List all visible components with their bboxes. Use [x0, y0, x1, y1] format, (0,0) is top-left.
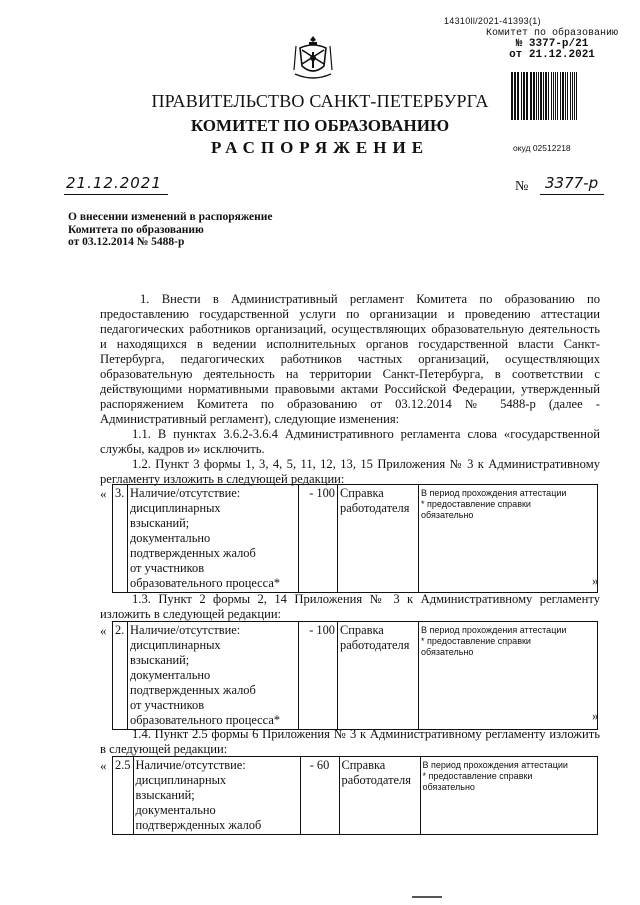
okud-code: окуд 02512218: [513, 143, 571, 153]
note-line: обязательно: [421, 647, 474, 657]
number-label: №: [515, 179, 529, 194]
note-line: В период прохождения аттестации: [422, 760, 568, 770]
note-line: В период прохождения аттестации: [421, 625, 567, 635]
criterion-line: дисциплинарных: [135, 773, 227, 787]
criterion-line: документально: [130, 531, 211, 545]
amendment-table-1: [112, 484, 598, 593]
note-line: * предоставление справки: [422, 771, 533, 781]
date-underline: [64, 194, 168, 195]
note-line: В период прохождения аттестации: [421, 488, 567, 498]
government-title: ПРАВИТЕЛЬСТВО САНКТ-ПЕТЕРБУРГА: [151, 91, 489, 111]
score-cell: - 100: [299, 622, 338, 730]
document-cell: [339, 757, 420, 835]
item-number: 3.: [113, 485, 128, 593]
close-quote: »: [592, 708, 599, 723]
paragraph-1-4: 1.4. Пункт 2.5 формы 6 Приложения № 3 к Административному регламенту изложить в следующей редакции:: [100, 727, 600, 756]
note-cell: [419, 485, 598, 593]
criterion-cell: [128, 622, 299, 730]
document-line: Справка: [341, 758, 386, 772]
note-line: обязательно: [421, 510, 474, 520]
criterion-line: образовательного процесса*: [130, 713, 281, 727]
criterion-line: Наличие/отсутствие:: [130, 623, 241, 637]
open-quote: «: [100, 623, 107, 638]
criterion-line: взысканий;: [130, 516, 190, 530]
criterion-cell: [133, 757, 300, 835]
document-line: работодателя: [341, 773, 411, 787]
handwritten-date: 21.12.2021: [66, 174, 162, 192]
close-quote: »: [592, 573, 599, 588]
criterion-line: документально: [135, 803, 216, 817]
table-row: [113, 757, 598, 835]
document-subject: [68, 211, 272, 249]
amendment-table-3: [112, 756, 598, 835]
page-edge-mark: [412, 896, 442, 898]
registration-stamp: [477, 28, 627, 61]
stamp-org: Комитет по образованию: [485, 28, 619, 39]
criterion-line: дисциплинарных: [130, 638, 221, 652]
paragraph-1-2: 1.2. Пункт 3 формы 1, 3, 4, 5, 11, 12, 13, 15 Приложения № 3 к Административному регламенту изложить в следующей редакции:: [100, 457, 600, 486]
criterion-line: дисциплинарных: [130, 501, 221, 515]
amendment-table-2: [112, 621, 598, 730]
score-cell: - 60: [300, 757, 339, 835]
table-row: [113, 485, 598, 593]
score-cell: - 100: [299, 485, 338, 593]
stamp-reg-number: № 3377-р/21: [515, 38, 589, 50]
coat-of-arms-emblem: [292, 34, 334, 82]
criterion-line: от участников: [130, 561, 205, 575]
open-quote: «: [100, 758, 107, 773]
note-cell: [419, 622, 598, 730]
note-line: * предоставление справки: [421, 636, 531, 646]
criterion-line: Наличие/отсутствие:: [130, 486, 241, 500]
document-cell: [338, 485, 419, 593]
criterion-line: подтвержденных жалоб: [130, 546, 256, 560]
document-line: Справка: [340, 486, 384, 500]
criterion-line: взысканий;: [130, 653, 190, 667]
criterion-line: документально: [130, 668, 211, 682]
criterion-line: Наличие/отсутствие:: [135, 758, 246, 772]
note-line: обязательно: [422, 782, 475, 792]
item-number: 2.: [113, 622, 128, 730]
criterion-line: подтвержденных жалоб: [135, 818, 262, 832]
document-line: работодателя: [340, 638, 410, 652]
handwritten-number: 3377-р: [545, 174, 599, 192]
open-quote: «: [100, 486, 107, 501]
document-line: работодателя: [340, 501, 410, 515]
note-cell: [420, 757, 598, 835]
number-underline: [540, 194, 604, 195]
table-row: [113, 622, 598, 730]
committee-title: КОМИТЕТ ПО ОБРАЗОВАНИЮ: [190, 116, 450, 135]
criterion-line: от участников: [130, 698, 205, 712]
document-id: 14310ll/2021-41393(1): [444, 16, 541, 26]
stamp-date: от 21.12.2021: [509, 49, 595, 61]
criterion-line: подтвержденных жалоб: [130, 683, 256, 697]
document-line: Справка: [340, 623, 384, 637]
subject-line: от 03.12.2014 № 5488-р: [68, 236, 185, 248]
subject-line: Комитета по образованию: [68, 223, 204, 236]
item-number: 2.5: [113, 757, 134, 835]
document-type: РАСПОРЯЖЕНИЕ: [210, 138, 430, 157]
criterion-cell: [128, 485, 299, 593]
document-cell: [338, 622, 419, 730]
subject-line: О внесении изменений в распоряжение: [68, 211, 273, 223]
note-line: * предоставление справки: [421, 499, 531, 509]
paragraph-1: 1. Внести в Административный регламент Комитета по образованию по предоставлению государственной услуги по организации и проведению аттестации педагогических работников организаций, осуществляющих образовательную деятельность и находящихся в ведении исполнительных органов государственной власти Санкт-Петербурга, педагогических работников частных организаций, осуществляющих образовательную деятельность на территории Санкт-Петербурга, в соответствии с действующими нормативными правовыми актами Российской Федерации, утвержденный распоряжением Комитета по образованию от 03.12.2014 № 5488-р (далее - Административный регламент), следующие изменения:: [100, 292, 600, 426]
paragraph-1-1: 1.1. В пунктах 3.6.2-3.6.4 Административного регламента слова «государственной службы, кадров и» исключить.: [100, 427, 600, 456]
paragraph-1-3: 1.3. Пункт 2 формы 2, 14 Приложения № 3 к Административному регламенту изложить в следующей редакции:: [100, 592, 600, 621]
criterion-line: образовательного процесса*: [130, 576, 281, 590]
criterion-line: взысканий;: [135, 788, 195, 802]
